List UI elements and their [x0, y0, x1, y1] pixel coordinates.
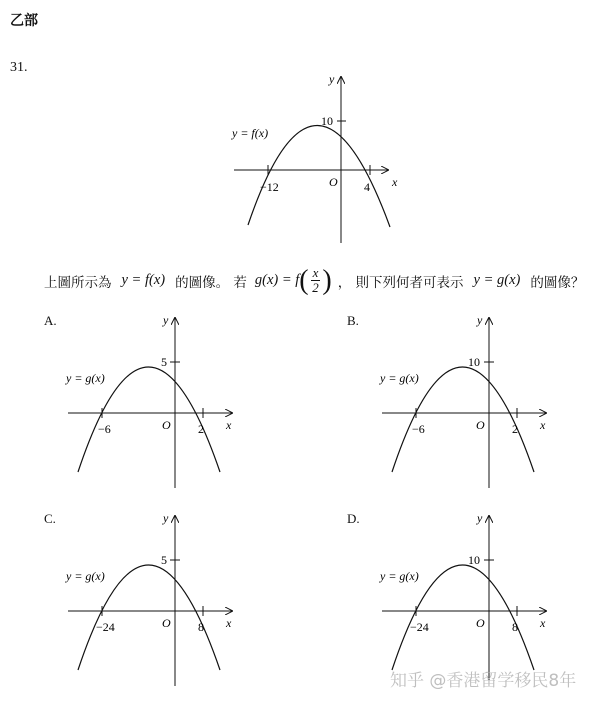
left-paren: (	[299, 264, 309, 296]
option-b-root-left-label: −6	[412, 422, 425, 436]
option-a-y-intercept-label: 5	[161, 355, 167, 369]
option-b-y-axis-label: y	[477, 313, 483, 327]
option-c-origin-label: O	[162, 616, 171, 630]
option-a-y-axis-label: y	[163, 313, 169, 327]
question-math2: g(x) = f	[254, 272, 300, 288]
option-b-function-label: y = g(x)	[380, 371, 419, 385]
option-c-function-label: y = g(x)	[66, 569, 105, 583]
option-c-graph[interactable]	[62, 510, 242, 690]
option-d-y-axis-label: y	[477, 511, 483, 525]
option-b-origin-label: O	[476, 418, 485, 432]
main-origin-label: O	[329, 175, 338, 189]
option-b-graph[interactable]	[376, 312, 556, 492]
question-fraction	[311, 266, 321, 295]
option-a-function-label: y = g(x)	[66, 371, 105, 385]
option-d-label[interactable]: D.	[347, 511, 360, 526]
option-b-label[interactable]: B.	[347, 313, 359, 328]
option-c-x-axis-label: x	[226, 616, 232, 630]
question-math3: y = g(x)	[473, 272, 521, 288]
question-part2: 的圖像。 若	[175, 274, 247, 291]
main-x-axis-label: x	[392, 175, 398, 189]
option-a-root-right-label: 2	[198, 422, 204, 436]
watermark: 知乎 @香港留学移民8年	[390, 671, 577, 691]
fraction-denominator: 2	[312, 280, 319, 295]
option-b-x-axis-label: x	[540, 418, 546, 432]
main-y-axis-label: y	[329, 72, 335, 86]
question-text	[44, 266, 584, 295]
option-d-function-label: y = g(x)	[380, 569, 419, 583]
right-paren: )	[322, 264, 332, 296]
option-d-root-right-label: 8	[512, 620, 518, 634]
option-a-graph[interactable]	[62, 312, 242, 492]
option-c-y-intercept-label: 5	[161, 553, 167, 567]
question-part3: ， 則下列何者可表示	[337, 274, 464, 291]
option-d-y-intercept-label: 10	[468, 553, 480, 567]
question-part4: 的圖像？	[530, 274, 585, 291]
option-a-root-left-label: −6	[98, 422, 111, 436]
option-d-root-left-label: −24	[410, 620, 429, 634]
option-c-label[interactable]: C.	[44, 511, 56, 526]
option-c-y-axis-label: y	[163, 511, 169, 525]
main-root-left-label: −12	[260, 180, 279, 194]
option-c-root-right-label: 8	[198, 620, 204, 634]
option-b-y-intercept-label: 10	[468, 355, 480, 369]
fraction-numerator: x	[312, 265, 319, 280]
main-parabola	[248, 125, 390, 227]
question-math1: y = f(x)	[121, 272, 166, 288]
option-c-root-left-label: −24	[96, 620, 115, 634]
option-b-root-right-label: 2	[512, 422, 518, 436]
main-function-label: y = f(x)	[232, 126, 269, 140]
option-a-label[interactable]: A.	[44, 313, 57, 328]
question-part1: 上圖所示為	[44, 274, 112, 291]
option-a-origin-label: O	[162, 418, 171, 432]
option-a-x-axis-label: x	[226, 418, 232, 432]
main-root-right-label: 4	[364, 180, 370, 194]
main-graph-axes	[234, 77, 388, 243]
option-d-graph[interactable]	[376, 510, 556, 690]
section-title: 乙部	[10, 13, 38, 29]
main-y-intercept-label: 10	[321, 114, 333, 128]
option-d-origin-label: O	[476, 616, 485, 630]
option-d-x-axis-label: x	[540, 616, 546, 630]
question-number: 31.	[10, 60, 28, 75]
